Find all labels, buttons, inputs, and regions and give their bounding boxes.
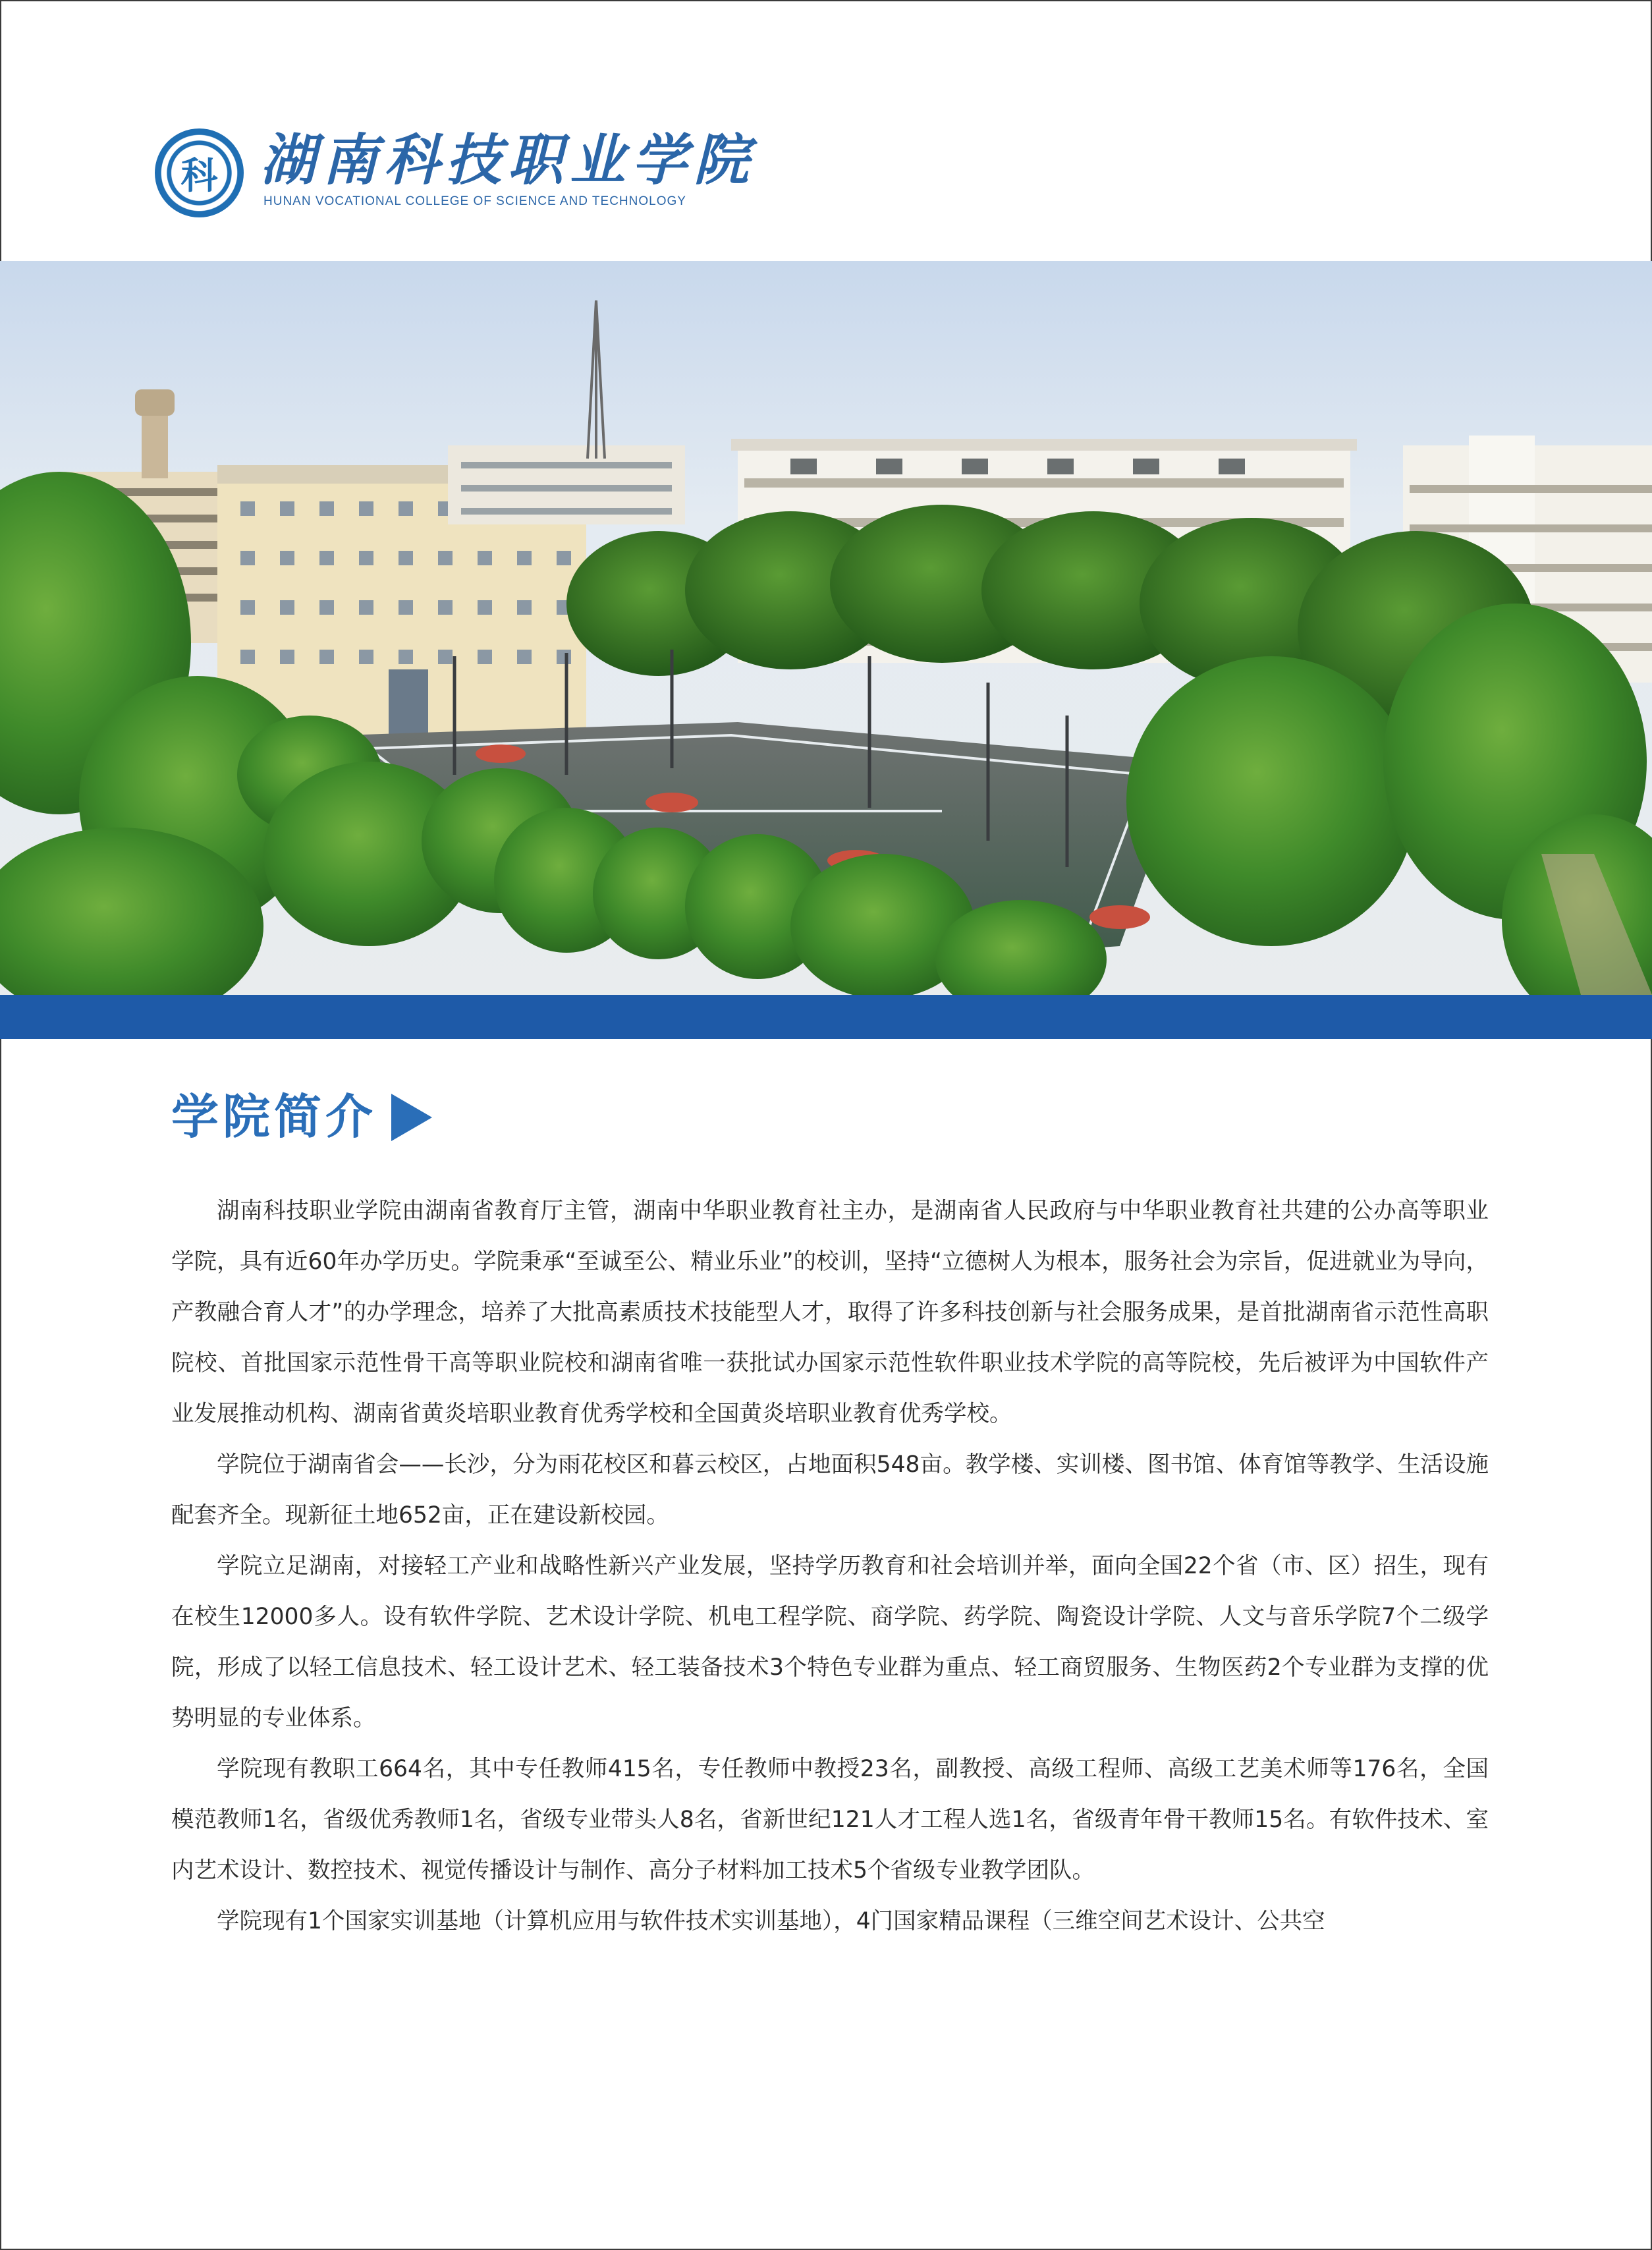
college-seal-icon <box>155 128 244 217</box>
college-name-en: HUNAN VOCATIONAL COLLEGE OF SCIENCE AND TECHNOLOGY <box>263 194 686 208</box>
section-title: 学院简介 <box>171 1089 377 1144</box>
paragraph: 湖南科技职业学院由湖南省教育厅主管，湖南中华职业教育社主办，是湖南省人民政府与中华职业教育社共建的公办高等职业学院，具有近60年办学历史。学院秉承“至诚至公、精业乐业”的校训，坚持“立德树人为根本，服务社会为宗旨，促进就业为导向，产教融合育人才”的办学理念，培养了大批高素质技术技能型人才，取得了许多科技创新与社会服务成果，是首批湖南省示范性高职院校、首批国家示范性骨干高等职业院校和湖南省唯一获批试办国家示范性软件职业技术学院的高等院校，先后被评为中国软件产业发展推动机构、湖南省黄炎培职业教育优秀学校和全国黄炎培职业教育优秀学校。 <box>171 1198 1489 1427</box>
paragraph: 学院现有教职工664名，其中专任教师415名，专任教师中教授23名，副教授、高级工程师、高级工艺美术师等176名，全国模范教师1名，省级优秀教师1名，省级专业带头人8名，省新世纪121人才工程人选1名，省级青年骨干教师15名。有软件技术、室内艺术设计、数控技术、视觉传播设计与制作、高分子材料加工技术5个省级专业教学团队。 <box>171 1756 1489 1884</box>
campus-photo <box>0 261 1652 995</box>
college-logo <box>155 127 756 217</box>
paragraph: 学院位于湖南省会——长沙，分为雨花校区和暮云校区，占地面积548亩。教学楼、实训楼、图书馆、体育馆等教学、生活设施配套齐全。现新征土地652亩，正在建设新校园。 <box>171 1451 1489 1529</box>
seal-glyph: 科 <box>180 154 218 198</box>
introduction-text <box>171 1186 1489 1947</box>
section-heading <box>171 1086 432 1148</box>
paragraph: 学院立足湖南，对接轻工产业和战略性新兴产业发展，坚持学历教育和社会培训并举，面向全国22个省（市、区）招生，现有在校生12000多人。设有软件学院、艺术设计学院、机电工程学院、商学院、药学院、陶瓷设计学院、人文与音乐学院7个二级学院，形成了以轻工信息技术、轻工设计艺术、轻工装备技术3个特色专业群为重点、轻工商贸服务、生物医药2个专业群为支撑的优势明显的专业体系。 <box>171 1553 1489 1731</box>
paragraph: 学院现有1个国家实训基地（计算机应用与软件技术实训基地），4门国家精品课程（三维空间艺术设计、公共空 <box>217 1908 1325 1934</box>
blue-divider-band <box>0 995 1652 1039</box>
college-name-cn: 湖南科技职业学院 <box>260 127 756 192</box>
play-arrow-icon <box>391 1094 432 1141</box>
